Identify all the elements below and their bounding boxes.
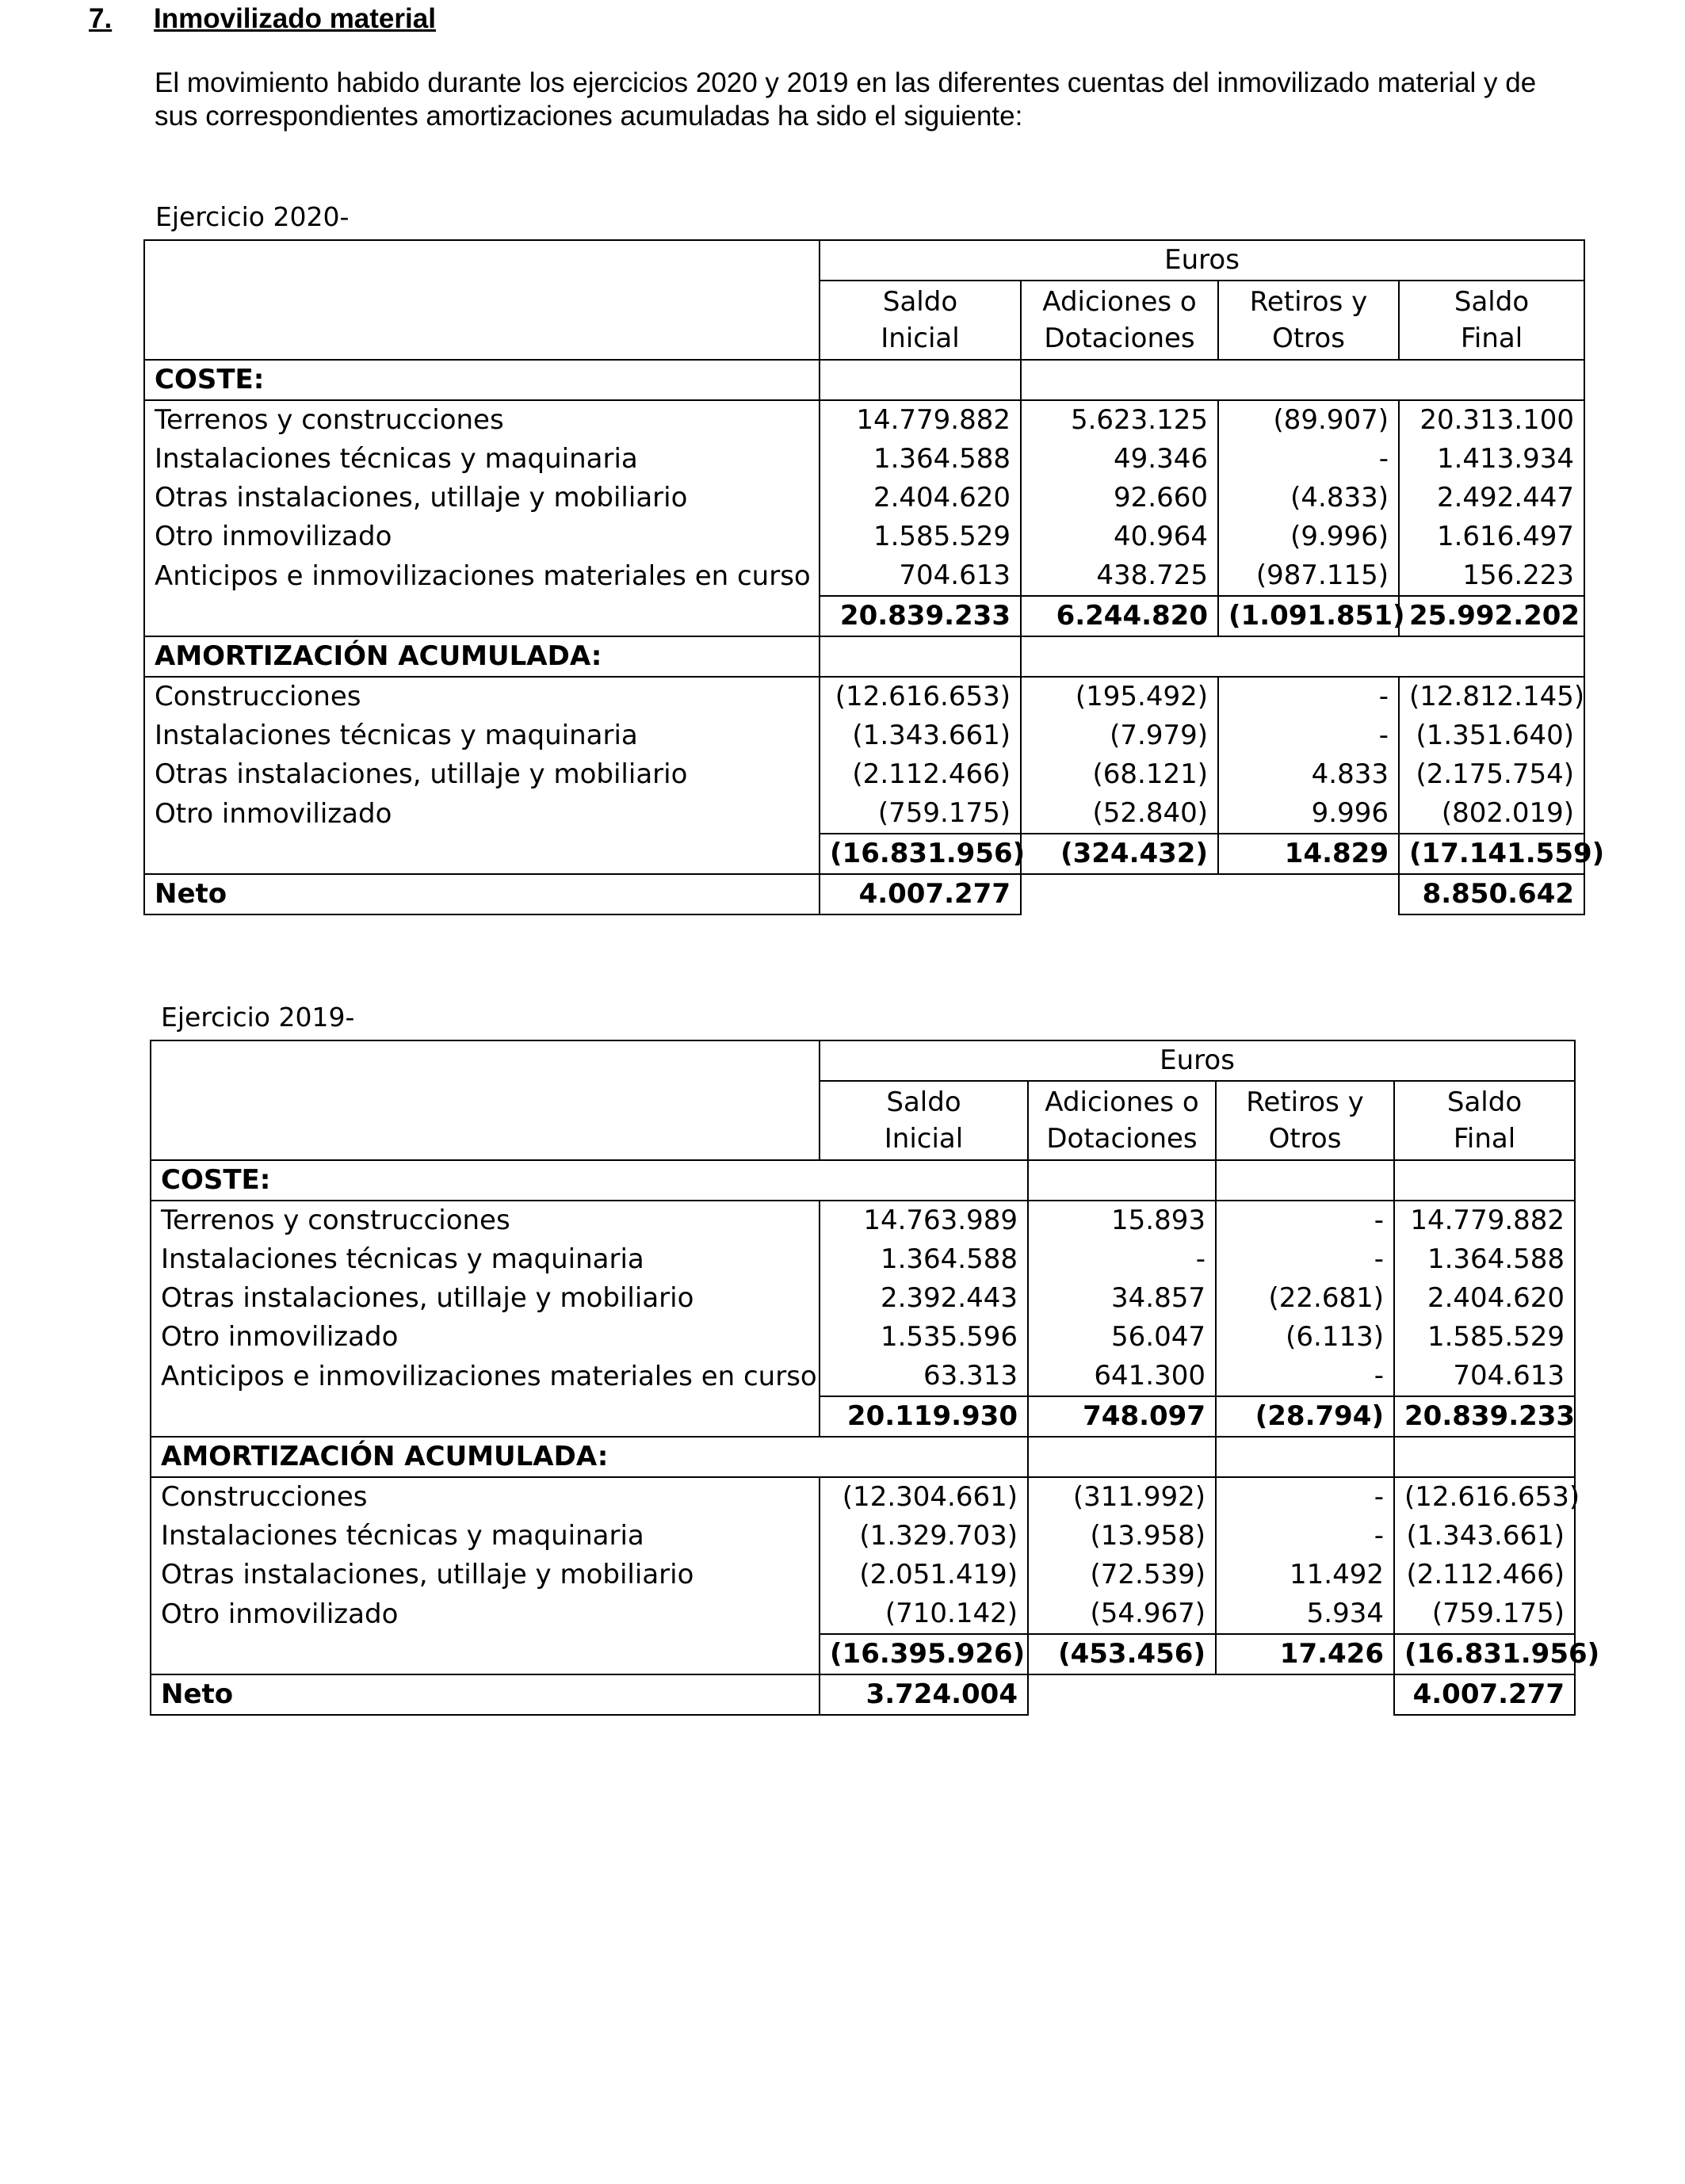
row-label: Instalaciones técnicas y maquinaria	[151, 1517, 820, 1556]
row-label: Otras instalaciones, utillaje y mobiliario	[151, 1556, 820, 1594]
coste-heading: COSTE:	[151, 1160, 820, 1201]
row-label: Terrenos y construcciones	[151, 1201, 820, 1240]
col-header-saldo-final: Saldo Final	[1394, 1081, 1575, 1160]
total-value: (453.456)	[1028, 1634, 1216, 1674]
table-row	[144, 400, 1584, 440]
cell-value: (4.833)	[1218, 479, 1399, 517]
total-value: (17.141.559)	[1399, 834, 1584, 874]
row-label: Instalaciones técnicas y maquinaria	[151, 1240, 820, 1279]
table-row	[144, 479, 1584, 517]
total-value: (16.831.956)	[1394, 1634, 1575, 1674]
section-heading	[89, 2, 436, 36]
col-header-retiros: Retiros y Otros	[1216, 1081, 1394, 1160]
cell-value: (2.175.754)	[1399, 755, 1584, 794]
row-label: Otras instalaciones, utillaje y mobiliario	[144, 479, 820, 517]
cell-value: 1.364.588	[820, 440, 1021, 479]
table-row	[151, 1517, 1575, 1556]
amort-heading-row	[151, 1437, 1575, 1477]
total-value: 20.839.233	[820, 596, 1021, 636]
cell-value: (12.812.145)	[1399, 677, 1584, 716]
row-label: Terrenos y construcciones	[144, 400, 820, 440]
cell-value: 63.313	[820, 1357, 1028, 1396]
cell-value: 34.857	[1028, 1279, 1216, 1318]
cell-value: 704.613	[1394, 1357, 1575, 1396]
amort-heading-row	[144, 636, 1584, 677]
cell-value: (12.616.653)	[820, 677, 1021, 716]
cell-value: (2.051.419)	[820, 1556, 1028, 1594]
total-value: 20.839.233	[1394, 1396, 1575, 1437]
row-label: Otras instalaciones, utillaje y mobiliario	[144, 755, 820, 794]
col-header-adiciones: Adiciones o Dotaciones	[1021, 281, 1218, 360]
cell-value: 1.585.529	[820, 517, 1021, 556]
cell-value: 1.413.934	[1399, 440, 1584, 479]
cell-value: 56.047	[1028, 1318, 1216, 1357]
table-row	[151, 1201, 1575, 1240]
header-blank	[151, 1040, 820, 1081]
cell-value: 2.404.620	[1394, 1279, 1575, 1318]
cell-value: 9.996	[1218, 794, 1399, 834]
cell-value: 5.623.125	[1021, 400, 1218, 440]
cell-value: -	[1216, 1477, 1394, 1517]
cell-value: (22.681)	[1216, 1279, 1394, 1318]
total-value: 14.829	[1218, 834, 1399, 874]
table-2020	[143, 239, 1605, 915]
cell-value: (6.113)	[1216, 1318, 1394, 1357]
cell-value: 20.313.100	[1399, 400, 1584, 440]
cell-value: 92.660	[1021, 479, 1218, 517]
total-value: 25.992.202	[1399, 596, 1584, 636]
header-columns-row	[144, 281, 1584, 360]
row-label: Otro inmovilizado	[151, 1318, 820, 1357]
cell-value: 5.934	[1216, 1594, 1394, 1634]
cell-value: -	[1028, 1240, 1216, 1279]
cell-value: 40.964	[1021, 517, 1218, 556]
cell-value: (759.175)	[820, 794, 1021, 834]
cell-value: (52.840)	[1021, 794, 1218, 834]
table-row	[151, 1240, 1575, 1279]
header-columns-row	[151, 1081, 1575, 1160]
cell-value: 14.779.882	[1394, 1201, 1575, 1240]
amort-heading: AMORTIZACIÓN ACUMULADA:	[144, 636, 820, 677]
coste-total-row	[151, 1396, 1575, 1437]
cell-value: 1.616.497	[1399, 517, 1584, 556]
cell-value: 14.779.882	[820, 400, 1021, 440]
amort-total-row	[144, 834, 1584, 874]
cell-value: (195.492)	[1021, 677, 1218, 716]
header-currency-row	[151, 1040, 1575, 1081]
cell-value: (802.019)	[1399, 794, 1584, 834]
table-row	[144, 556, 1584, 596]
row-label: Otro inmovilizado	[144, 794, 820, 834]
header-blank	[144, 281, 820, 360]
cell-value: -	[1216, 1517, 1394, 1556]
row-label: Construcciones	[144, 677, 820, 716]
table-2020-label: Ejercicio 2020-	[155, 201, 350, 232]
total-value: 20.119.930	[820, 1396, 1028, 1437]
cell-value: -	[1216, 1240, 1394, 1279]
cell-value: 156.223	[1399, 556, 1584, 596]
total-value: 6.244.820	[1021, 596, 1218, 636]
cell-value: 2.404.620	[820, 479, 1021, 517]
table-row	[144, 440, 1584, 479]
neto-final: 8.850.642	[1399, 874, 1584, 914]
cell-value: 438.725	[1021, 556, 1218, 596]
header-currency-row	[144, 240, 1584, 281]
total-value: (28.794)	[1216, 1396, 1394, 1437]
section-title: Inmovilizado material	[154, 3, 436, 34]
coste-heading-row	[144, 360, 1584, 400]
neto-label: Neto	[151, 1674, 820, 1715]
total-value: (16.831.956)	[820, 834, 1021, 874]
col-header-adiciones: Adiciones o Dotaciones	[1028, 1081, 1216, 1160]
neto-final: 4.007.277	[1394, 1674, 1575, 1715]
cell-value: 2.492.447	[1399, 479, 1584, 517]
cell-value: -	[1216, 1357, 1394, 1396]
col-header-saldo-inicial: Saldo Inicial	[820, 1081, 1028, 1160]
table-row	[151, 1318, 1575, 1357]
cell-value: 704.613	[820, 556, 1021, 596]
table-row	[151, 1357, 1575, 1396]
amort-heading: AMORTIZACIÓN ACUMULADA:	[151, 1437, 820, 1477]
neto-row	[144, 874, 1584, 914]
table-row	[151, 1279, 1575, 1318]
cell-value: (1.343.661)	[1394, 1517, 1575, 1556]
table-2019-label: Ejercicio 2019-	[161, 1002, 355, 1033]
cell-value: -	[1218, 716, 1399, 755]
col-header-saldo-inicial: Saldo Inicial	[820, 281, 1021, 360]
table-row	[151, 1477, 1575, 1517]
header-blank	[144, 240, 820, 281]
cell-value: 11.492	[1216, 1556, 1394, 1594]
cell-value: -	[1218, 440, 1399, 479]
table-row	[144, 794, 1584, 834]
currency-header: Euros	[820, 1040, 1575, 1081]
cell-value: (1.343.661)	[820, 716, 1021, 755]
cell-value: (68.121)	[1021, 755, 1218, 794]
cell-value: 4.833	[1218, 755, 1399, 794]
coste-heading-row	[151, 1160, 1575, 1201]
cell-value: (759.175)	[1394, 1594, 1575, 1634]
table-2019	[150, 1040, 1600, 1716]
cell-value: 14.763.989	[820, 1201, 1028, 1240]
neto-label: Neto	[144, 874, 820, 914]
table-row	[144, 716, 1584, 755]
cell-value: 1.585.529	[1394, 1318, 1575, 1357]
neto-initial: 4.007.277	[820, 874, 1021, 914]
row-label: Construcciones	[151, 1477, 820, 1517]
row-label: Otro inmovilizado	[151, 1594, 820, 1634]
cell-value: (710.142)	[820, 1594, 1028, 1634]
cell-value: (12.304.661)	[820, 1477, 1028, 1517]
col-header-retiros: Retiros y Otros	[1218, 281, 1399, 360]
total-value: 748.097	[1028, 1396, 1216, 1437]
cell-value: (12.616.653)	[1394, 1477, 1575, 1517]
header-blank	[151, 1081, 820, 1160]
table-row	[151, 1556, 1575, 1594]
cell-value: (1.329.703)	[820, 1517, 1028, 1556]
row-label: Instalaciones técnicas y maquinaria	[144, 716, 820, 755]
cell-value: (13.958)	[1028, 1517, 1216, 1556]
row-label: Otro inmovilizado	[144, 517, 820, 556]
total-value: (324.432)	[1021, 834, 1218, 874]
cell-value: 641.300	[1028, 1357, 1216, 1396]
cell-value: 49.346	[1021, 440, 1218, 479]
cell-value: 15.893	[1028, 1201, 1216, 1240]
neto-initial: 3.724.004	[820, 1674, 1028, 1715]
total-value: (1.091.851)	[1218, 596, 1399, 636]
table-row	[151, 1594, 1575, 1634]
cell-value: (311.992)	[1028, 1477, 1216, 1517]
cell-value: 1.364.588	[820, 1240, 1028, 1279]
cell-value: (987.115)	[1218, 556, 1399, 596]
cell-value: (2.112.466)	[820, 755, 1021, 794]
total-value: (16.395.926)	[820, 1634, 1028, 1674]
cell-value: (89.907)	[1218, 400, 1399, 440]
cell-value: (72.539)	[1028, 1556, 1216, 1594]
col-header-saldo-final: Saldo Final	[1399, 281, 1584, 360]
table-row	[144, 677, 1584, 716]
cell-value: 2.392.443	[820, 1279, 1028, 1318]
intro-paragraph: El movimiento habido durante los ejercicios 2020 y 2019 en las diferentes cuentas del inmovilizado material y de sus correspondientes amortizaciones acumuladas ha sido el siguiente:	[155, 67, 1537, 132]
cell-value: 1.364.588	[1394, 1240, 1575, 1279]
total-value: 17.426	[1216, 1634, 1394, 1674]
row-label: Instalaciones técnicas y maquinaria	[144, 440, 820, 479]
cell-value: 1.535.596	[820, 1318, 1028, 1357]
row-label: Anticipos e inmovilizaciones materiales en curso	[144, 556, 820, 596]
coste-heading: COSTE:	[144, 360, 820, 400]
row-label: Otras instalaciones, utillaje y mobiliario	[151, 1279, 820, 1318]
currency-header: Euros	[820, 240, 1584, 281]
row-label: Anticipos e inmovilizaciones materiales en curso	[151, 1357, 820, 1396]
cell-value: (2.112.466)	[1394, 1556, 1575, 1594]
amort-total-row	[151, 1634, 1575, 1674]
coste-total-row	[144, 596, 1584, 636]
neto-row	[151, 1674, 1575, 1715]
table-row	[144, 755, 1584, 794]
cell-value: (1.351.640)	[1399, 716, 1584, 755]
section-number: 7.	[89, 3, 113, 34]
table-row	[144, 517, 1584, 556]
cell-value: (7.979)	[1021, 716, 1218, 755]
cell-value: (54.967)	[1028, 1594, 1216, 1634]
cell-value: -	[1216, 1201, 1394, 1240]
cell-value: (9.996)	[1218, 517, 1399, 556]
cell-value: -	[1218, 677, 1399, 716]
